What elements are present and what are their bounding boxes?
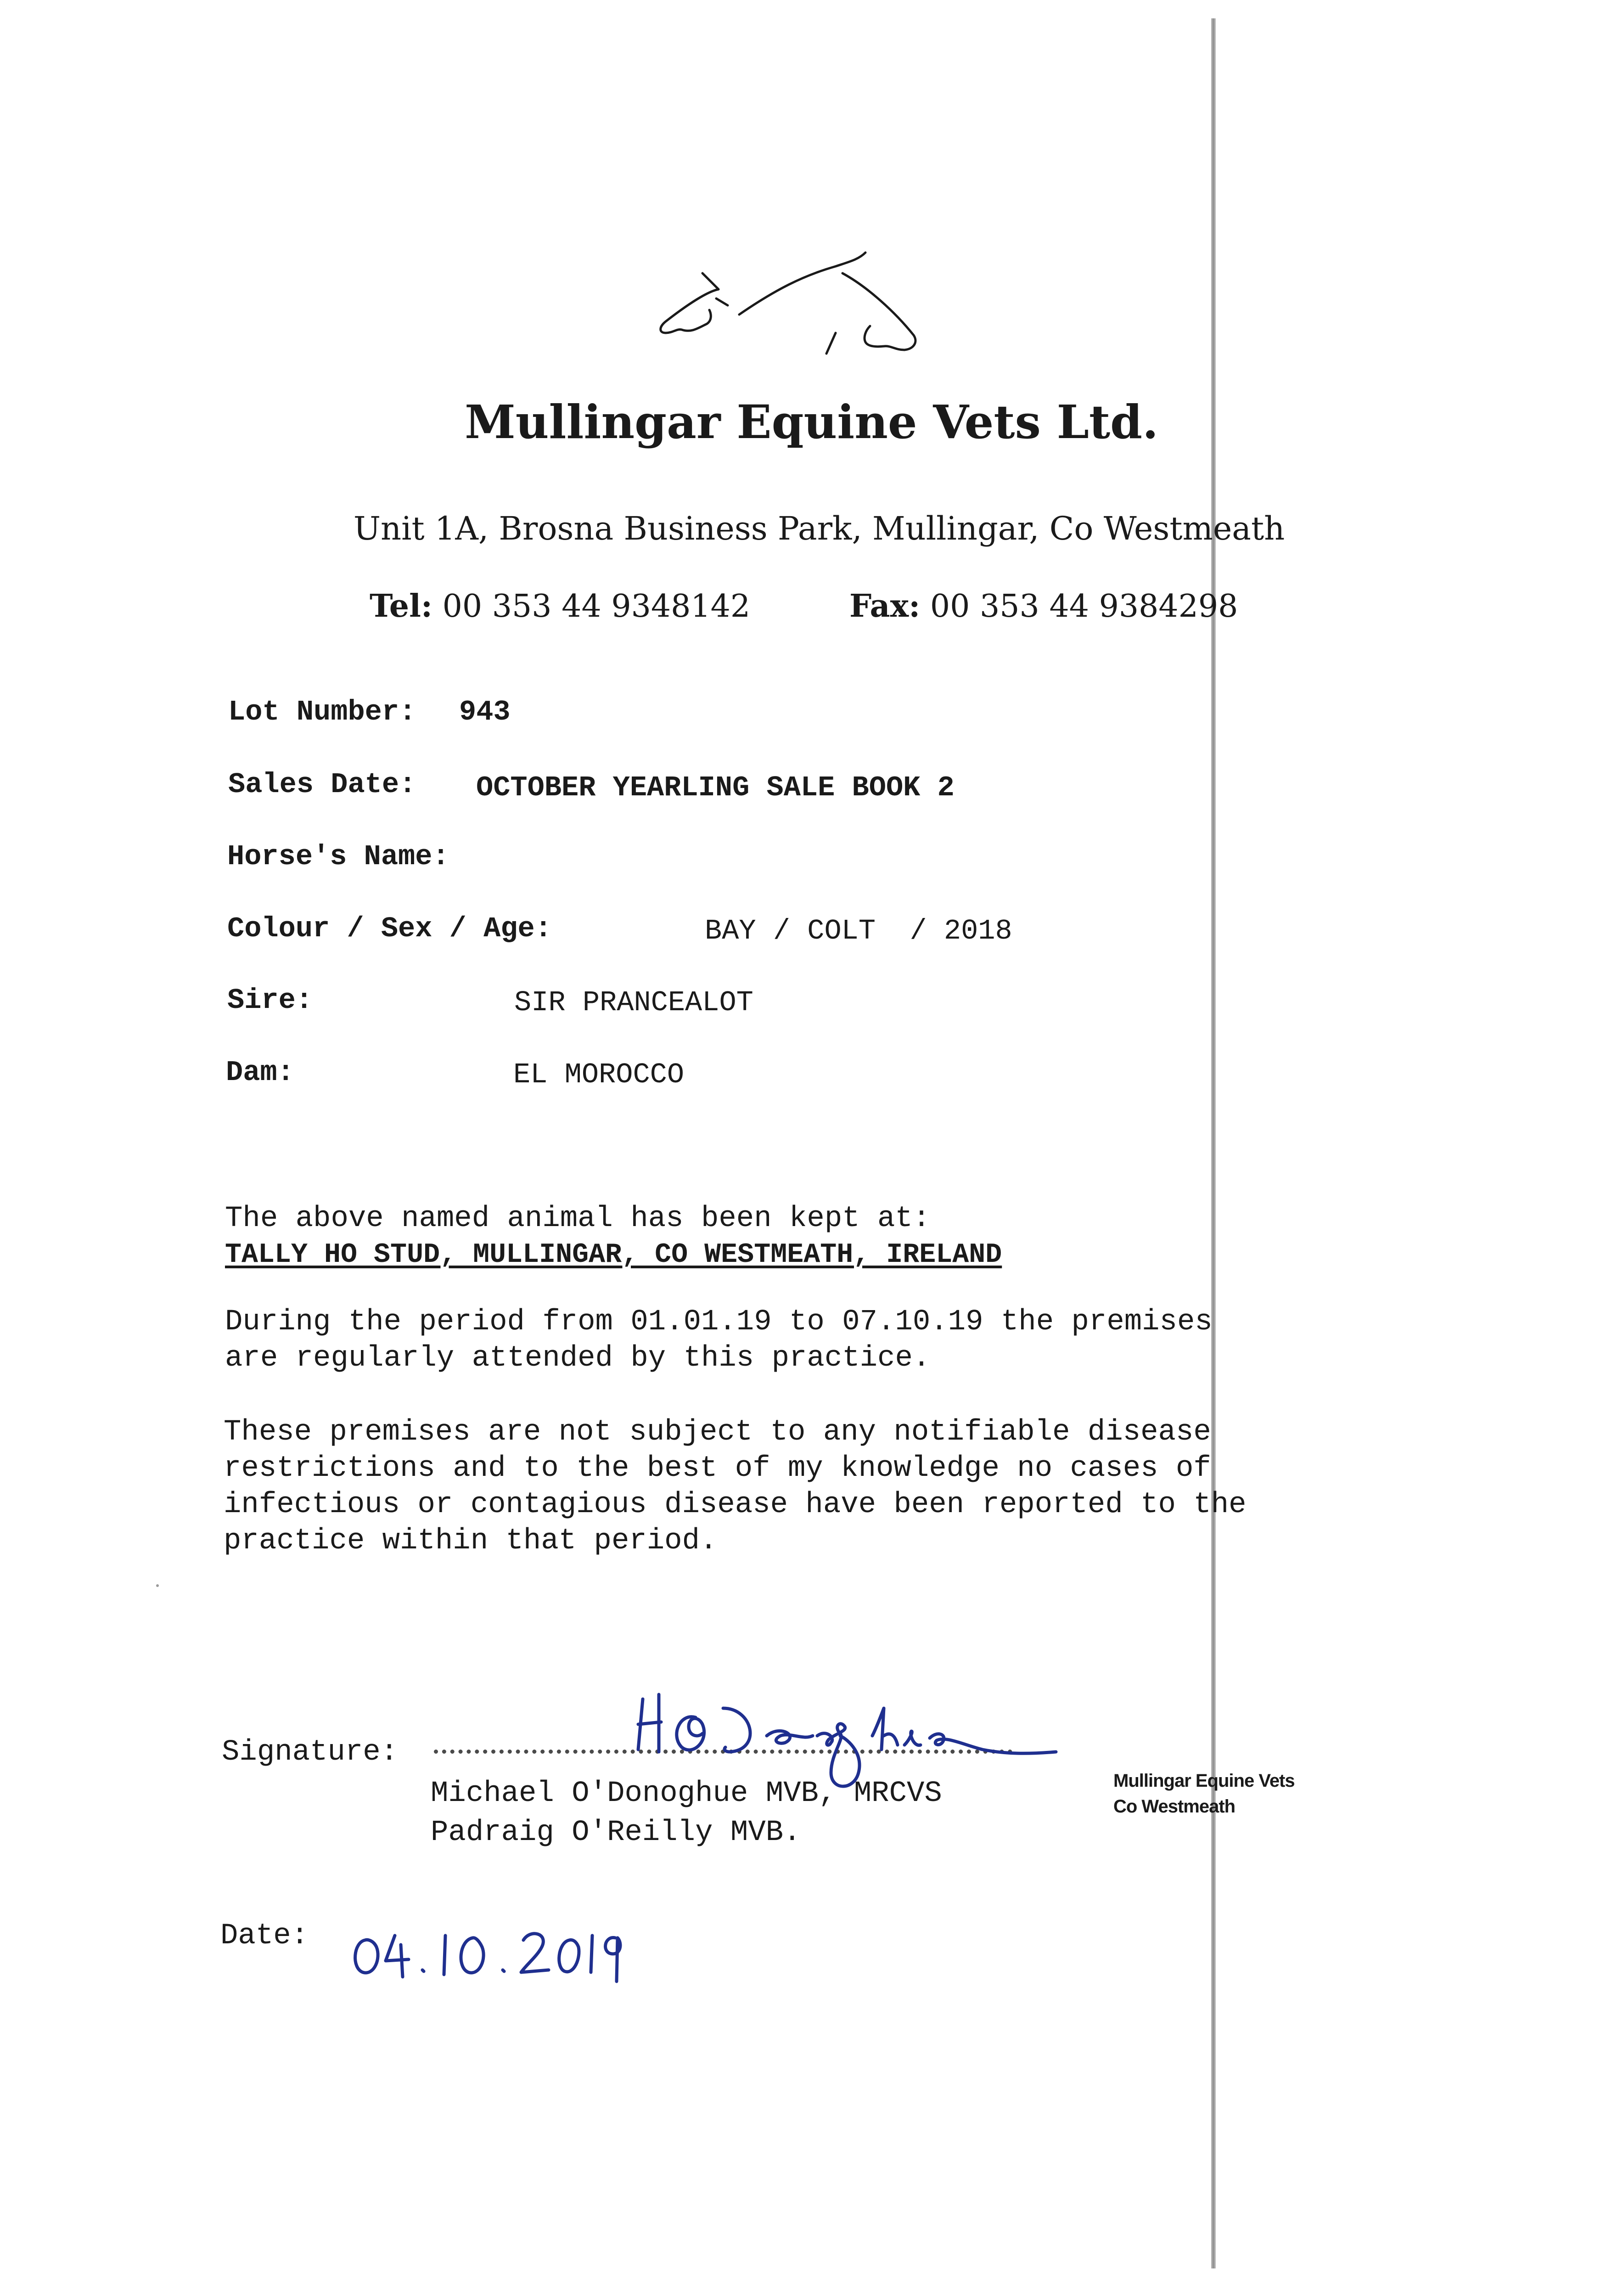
signatory-name-1: Michael O'Donoghue MVB, MRCVS <box>431 1777 942 1810</box>
scan-line <box>1211 18 1216 2268</box>
period-line-2: are regularly attended by this practice. <box>225 1342 931 1375</box>
dam-value: EL MOROCCO <box>513 1058 685 1091</box>
company-name: Mullingar Equine Vets Ltd. <box>465 395 1158 449</box>
sales-date-value: OCTOBER YEARLING SALE BOOK 2 <box>476 771 955 804</box>
colour-sex-age-value: BAY / COLT / 2018 <box>705 915 1012 947</box>
lot-number-value: 943 <box>459 696 511 728</box>
stamp-line-1: Mullingar Equine Vets <box>1113 1771 1295 1791</box>
fax-number: 00 353 44 9384298 <box>930 588 1238 625</box>
signatory-name-2: Padraig O'Reilly MVB. <box>431 1816 801 1849</box>
colour-sex-age-label: Colour / Sex / Age: <box>227 912 552 945</box>
disease-line-3: infectious or contagious disease have been reported to the <box>224 1488 1247 1521</box>
tel-label: Tel: <box>370 588 432 625</box>
kept-at-line: The above named animal has been kept at: <box>225 1202 931 1235</box>
period-statement <box>225 1304 1213 1377</box>
scan-speck <box>156 1584 159 1587</box>
fax <box>849 588 1238 625</box>
stamp-line-2: Co Westmeath <box>1113 1796 1236 1817</box>
date-label: Date: <box>220 1919 309 1953</box>
kept-at-statement <box>225 1201 1002 1273</box>
horse-heads-logo-icon <box>638 248 937 367</box>
dam-label: Dam: <box>226 1056 294 1089</box>
sales-date-label: Sales Date: <box>228 768 416 801</box>
period-line-1: During the period from 01.01.19 to 07.10.19 the premises <box>225 1306 1213 1339</box>
sire-value: SIR PRANCEALOT <box>514 986 753 1019</box>
kept-at-location: TALLY HO STUD, MULLINGAR, CO WESTMEATH, IRELAND <box>225 1239 1002 1271</box>
disease-line-4: practice within that period. <box>224 1525 718 1558</box>
signature-label: Signature: <box>222 1736 399 1769</box>
tel-number: 00 353 44 9348142 <box>442 588 751 625</box>
company-address: Unit 1A, Brosna Business Park, Mullingar, Co Westmeath <box>354 510 1285 547</box>
telephone <box>370 588 750 625</box>
horse-name-label: Horse's Name: <box>227 840 449 873</box>
lot-number-label: Lot Number: <box>228 696 416 728</box>
sire-label: Sire: <box>227 984 313 1017</box>
disease-statement <box>224 1414 1247 1559</box>
practice-stamp <box>1113 1768 1295 1819</box>
disease-line-2: restrictions and to the best of my knowledge no cases of <box>224 1452 1211 1485</box>
handwritten-date <box>347 1908 631 1995</box>
fax-label: Fax: <box>849 588 921 625</box>
disease-line-1: These premises are not subject to any notifiable disease <box>224 1416 1211 1449</box>
